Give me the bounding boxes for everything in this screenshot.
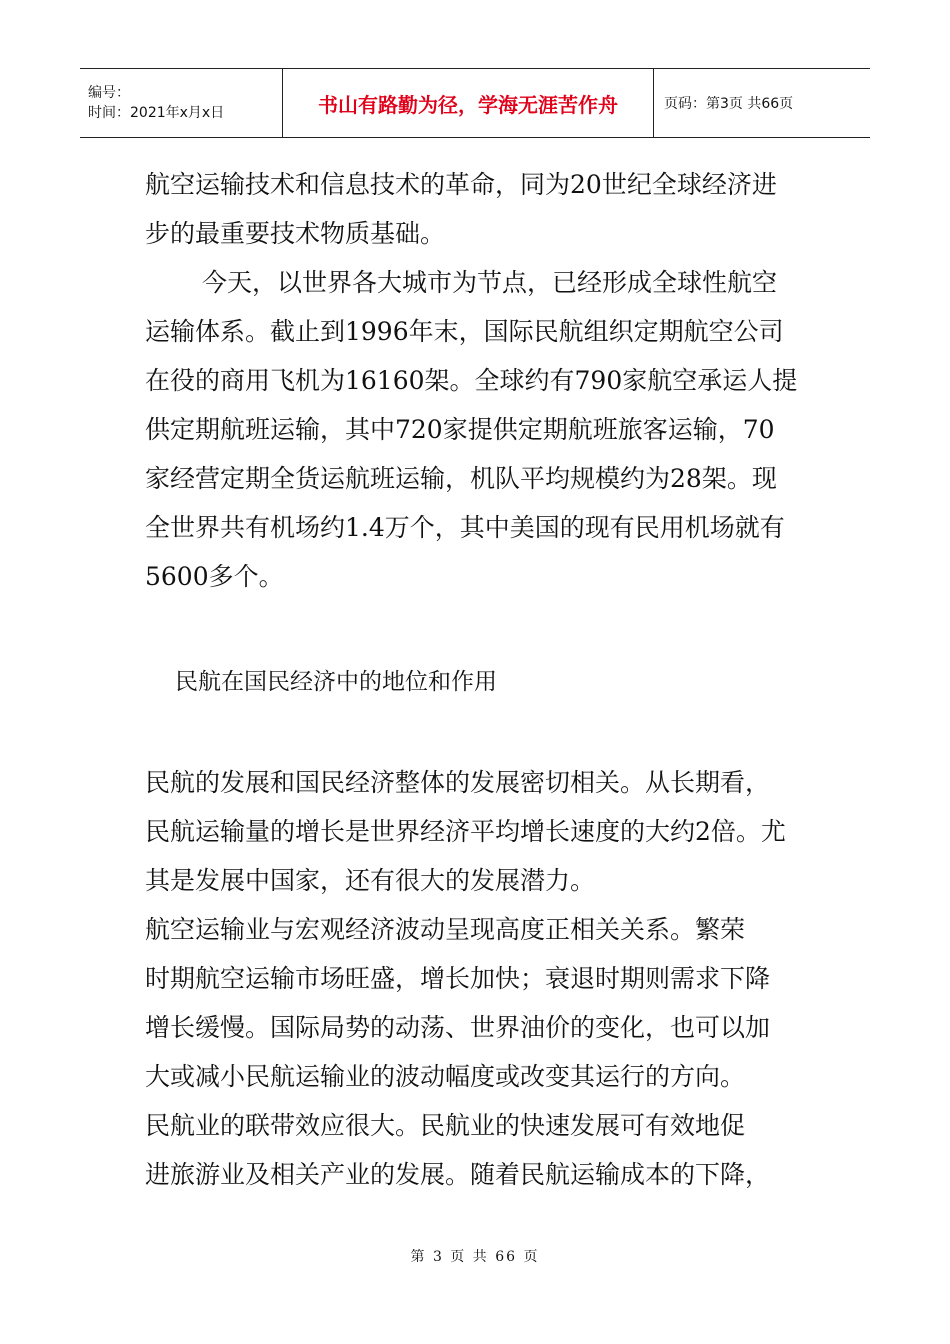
header-page-number: 页码：第3页 共66页 xyxy=(664,96,794,112)
header-motto: 书山有路勤为径，学海无涯苦作舟 xyxy=(282,69,654,137)
text-line: 运输体系。截止到1996年末，国际民航组织定期航空公司 xyxy=(145,317,784,346)
doc-number-label: 编号： xyxy=(88,85,130,101)
text-line: 步的最重要技术物质基础。 xyxy=(145,219,446,248)
text-line: 民航的发展和国民经济整体的发展密切相关。从长期看， xyxy=(145,768,771,797)
text-line: 供定期航班运输，其中720家提供定期航班旅客运输，70 xyxy=(145,415,775,444)
page-header xyxy=(80,68,870,138)
paragraph-block-1 xyxy=(145,160,825,601)
text-line: 航空运输技术和信息技术的革命，同为20世纪全球经济进 xyxy=(145,170,777,199)
page-footer: 第 3 页 共 66 页 xyxy=(410,1249,540,1265)
text-line: 在役的商用飞机为16160架。全球约有790家航空承运人提 xyxy=(145,366,798,395)
text-line: 5600多个。 xyxy=(145,562,284,591)
text-line: 进旅游业及相关产业的发展。随着民航运输成本的下降， xyxy=(145,1160,771,1189)
text-line: 时期航空运输市场旺盛，增长加快；衰退时期则需求下降 xyxy=(145,964,771,993)
text-line: 其是发展中国家，还有很大的发展潜力。 xyxy=(145,866,596,895)
doc-time-label: 时间：2021年x月x日 xyxy=(88,105,225,121)
text-line: 全世界共有机场约1.4万个，其中美国的现有民用机场就有 xyxy=(145,513,785,542)
text-line: 增长缓慢。国际局势的动荡、世界油价的变化，也可以加 xyxy=(145,1013,771,1042)
text-line: 航空运输业与宏观经济波动呈现高度正相关关系。繁荣 xyxy=(145,915,746,944)
text-line: 民航业的联带效应很大。民航业的快速发展可有效地促 xyxy=(145,1111,746,1140)
paragraph-block-2 xyxy=(145,758,835,1199)
text-line: 大或减小民航运输业的波动幅度或改变其运行的方向。 xyxy=(145,1062,746,1091)
header-meta xyxy=(80,69,282,137)
section-heading: 民航在国民经济中的地位和作用 xyxy=(175,669,497,695)
text-line: 家经营定期全货运航班运输，机队平均规模约为28架。现 xyxy=(145,464,777,493)
text-line: 民航运输量的增长是世界经济平均增长速度的大约2倍。尤 xyxy=(145,817,786,846)
text-line: 今天，以世界各大城市为节点，已经形成全球性航空 xyxy=(202,268,778,297)
